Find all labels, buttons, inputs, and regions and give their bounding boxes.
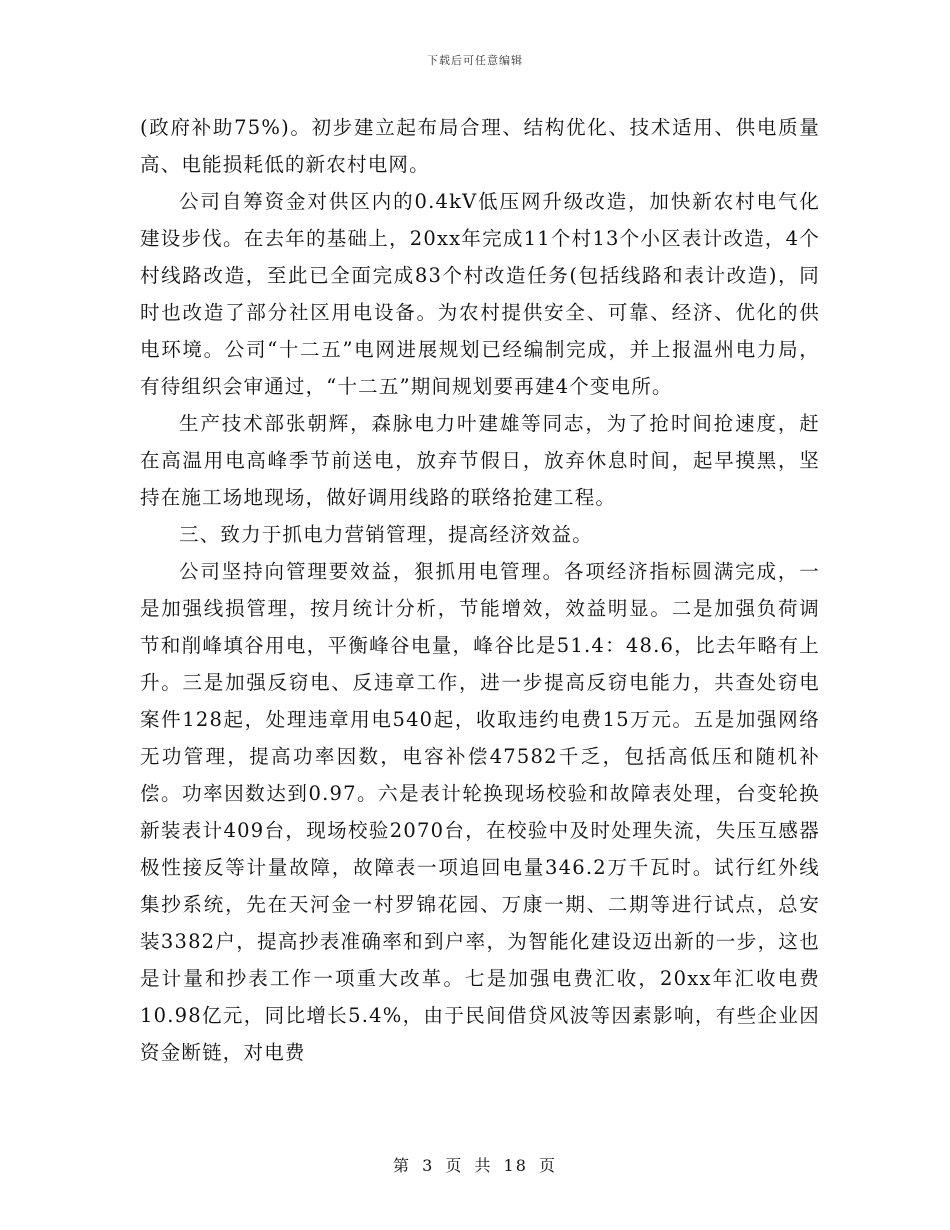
page-number-footer: 第 3 页 共 18 页 (393, 1156, 557, 1175)
paragraph-continuation: (政府补助75%)。初步建立起布局合理、结构优化、技术适用、供电质量高、电能损耗低的新农村电网。 (140, 116, 820, 176)
paragraph-staff-commendation: 生产技术部张朝辉，森脉电力叶建雄等同志，为了抢时间抢速度，赶在高温用电高峰季节前送电，放弃节假日，放弃休息时间，起早摸黑，坚持在施工场地现场，做好调用线路的联络抢建工程。 (140, 412, 820, 509)
paragraph-marketing-management: 公司坚持向管理要效益，狠抓用电管理。各项经济指标圆满完成，一是加强线损管理，按月统计分析，节能增效，效益明显。二是加强负荷调节和削峰填谷用电，平衡峰谷电量，峰谷比是51.4：48.6，比去年略有上升。三是加强反窃电、反违章工作，进一步提高反窃电能力，共查处窃电案件128起，处理违章用电540起，收取违约电费15万元。五是加强网络无功管理，提高功率因数，电容补偿47582千乏，包括高低压和随机补偿。功率因数达到0.97。六是表计轮换现场校验和故障表处理，台变轮换新装表计409台，现场校验2070台，在校验中及时处理失流，失压互感器极性接反等计量故障，故障表一项追回电量346.2万千瓦时。试行红外线集抄系统，先在天河金一村罗锦花园、万康一期、二期等进行试点，总安装3382户，提高抄表准确率和到户率，为智能化建设迈出新的一步，这也是计量和抄表工作一项重大改革。七是加强电费汇收，20xx年汇收电费10.98亿元，同比增长5.4%，由于民间借贷风波等因素影响，有些企业因资金断链，对电费 (140, 560, 820, 1064)
page-header-note: 下载后可任意编辑 (427, 54, 523, 67)
paragraph-grid-upgrade: 公司自筹资金对供区内的0.4kV低压网升级改造，加快新农村电气化建设步伐。在去年的基础上，20xx年完成11个村13个小区表计改造，4个村线路改造，至此已全面完成83个村改造任务(包括线路和表计改造)，同时也改造了部分社区用电设备。为农村提供安全、可靠、经济、优化的供电环境。公司“十二五”电网进展规划已经编制完成，并上报温州电力局，有待组织会审通过，“十二五”期间规划要再建4个变电所。 (140, 190, 820, 398)
document-body (140, 109, 820, 1071)
section-heading-marketing: 三、致力于抓电力营销管理，提高经济效益。 (179, 523, 594, 546)
